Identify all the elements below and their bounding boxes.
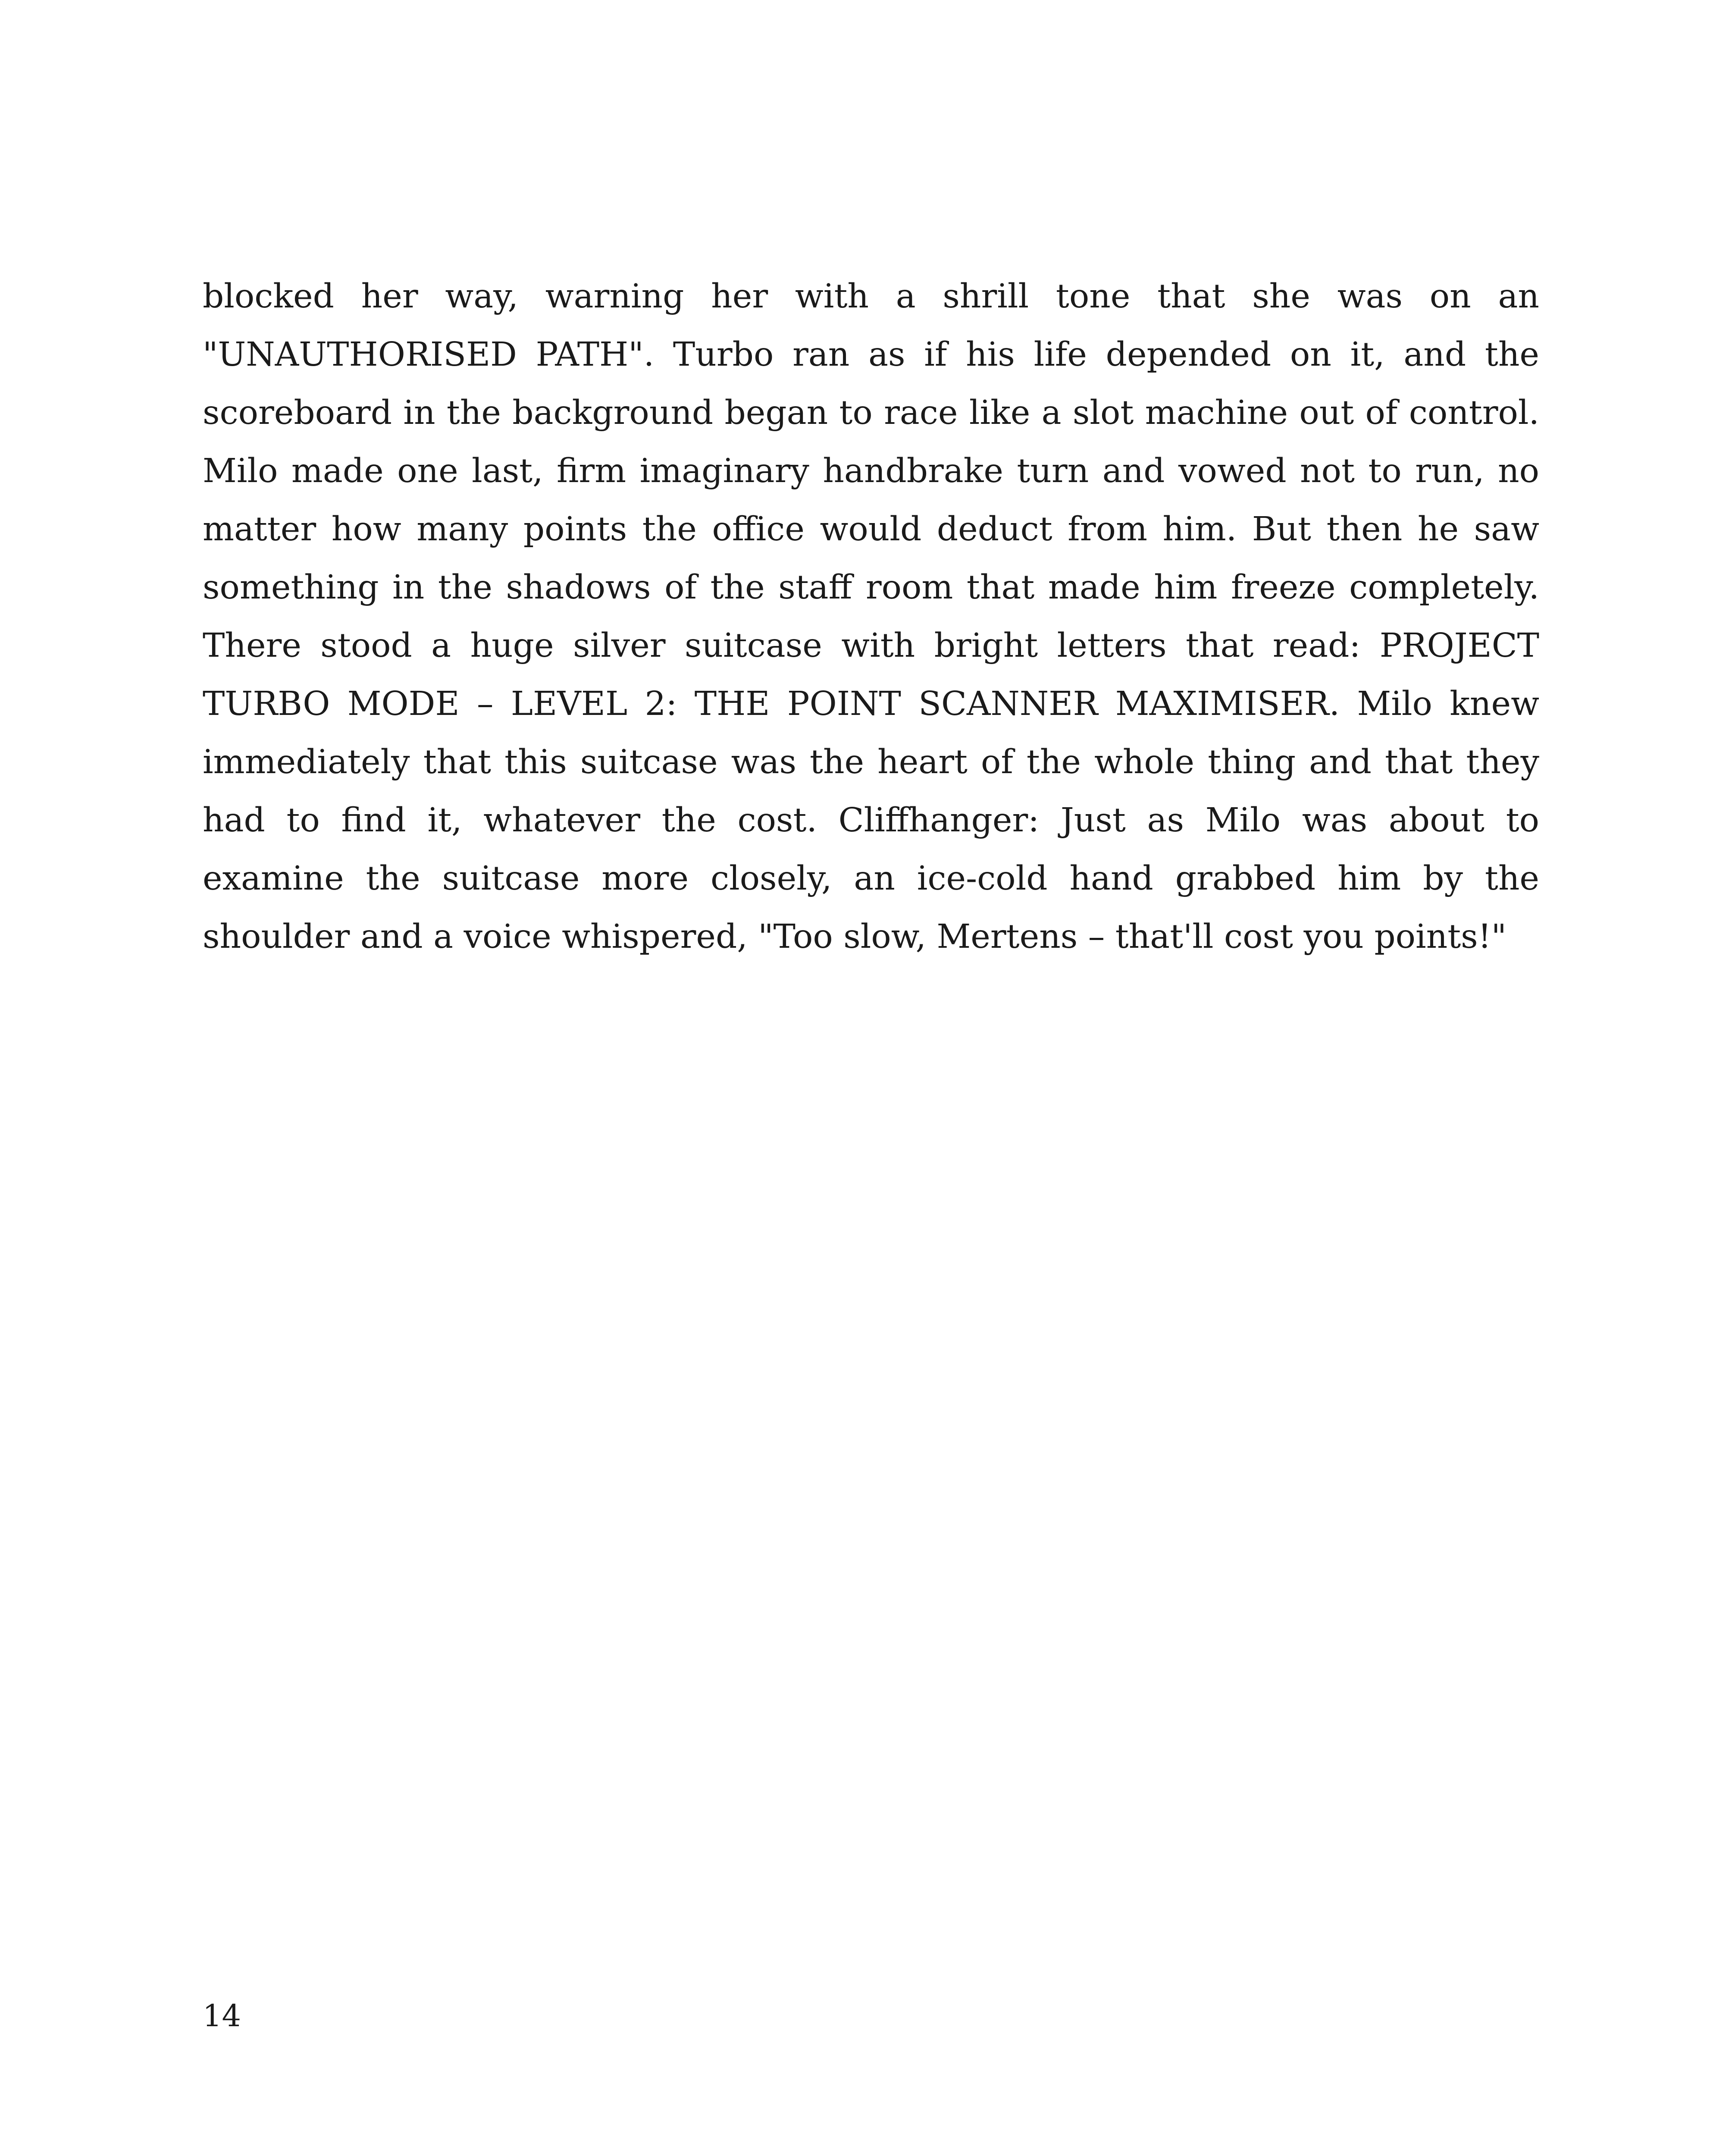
body-paragraph: blocked her way, warning her with a shrill tone that she was on an "UNAUTHORISED PATH". Turbo ran as if his life depended on it, and the scoreboard in the background began to race like a slot machine out of control. Milo made one last, firm imaginary handbrake turn and vowed not to run, no matter how many points the office would deduct from him. But then he saw something in the shadows of the staff room that made him freeze completely. There stood a huge silver suitcase with bright letters that read: PROJECT TURBO MODE – LEVEL 2: THE POINT SCANNER MAXIMISER. Milo knew immediately that this suitcase was the heart of the whole thing and that they had to find it, whatever the cost. Cliffhanger: Just as Milo was about to examine the suitcase more closely, an ice-cold hand grabbed him by the shoulder and a voice whispered, "Too slow, Mertens – that'll cost you points!" [203,277,1539,956]
page-number: 14 [203,1998,241,2034]
